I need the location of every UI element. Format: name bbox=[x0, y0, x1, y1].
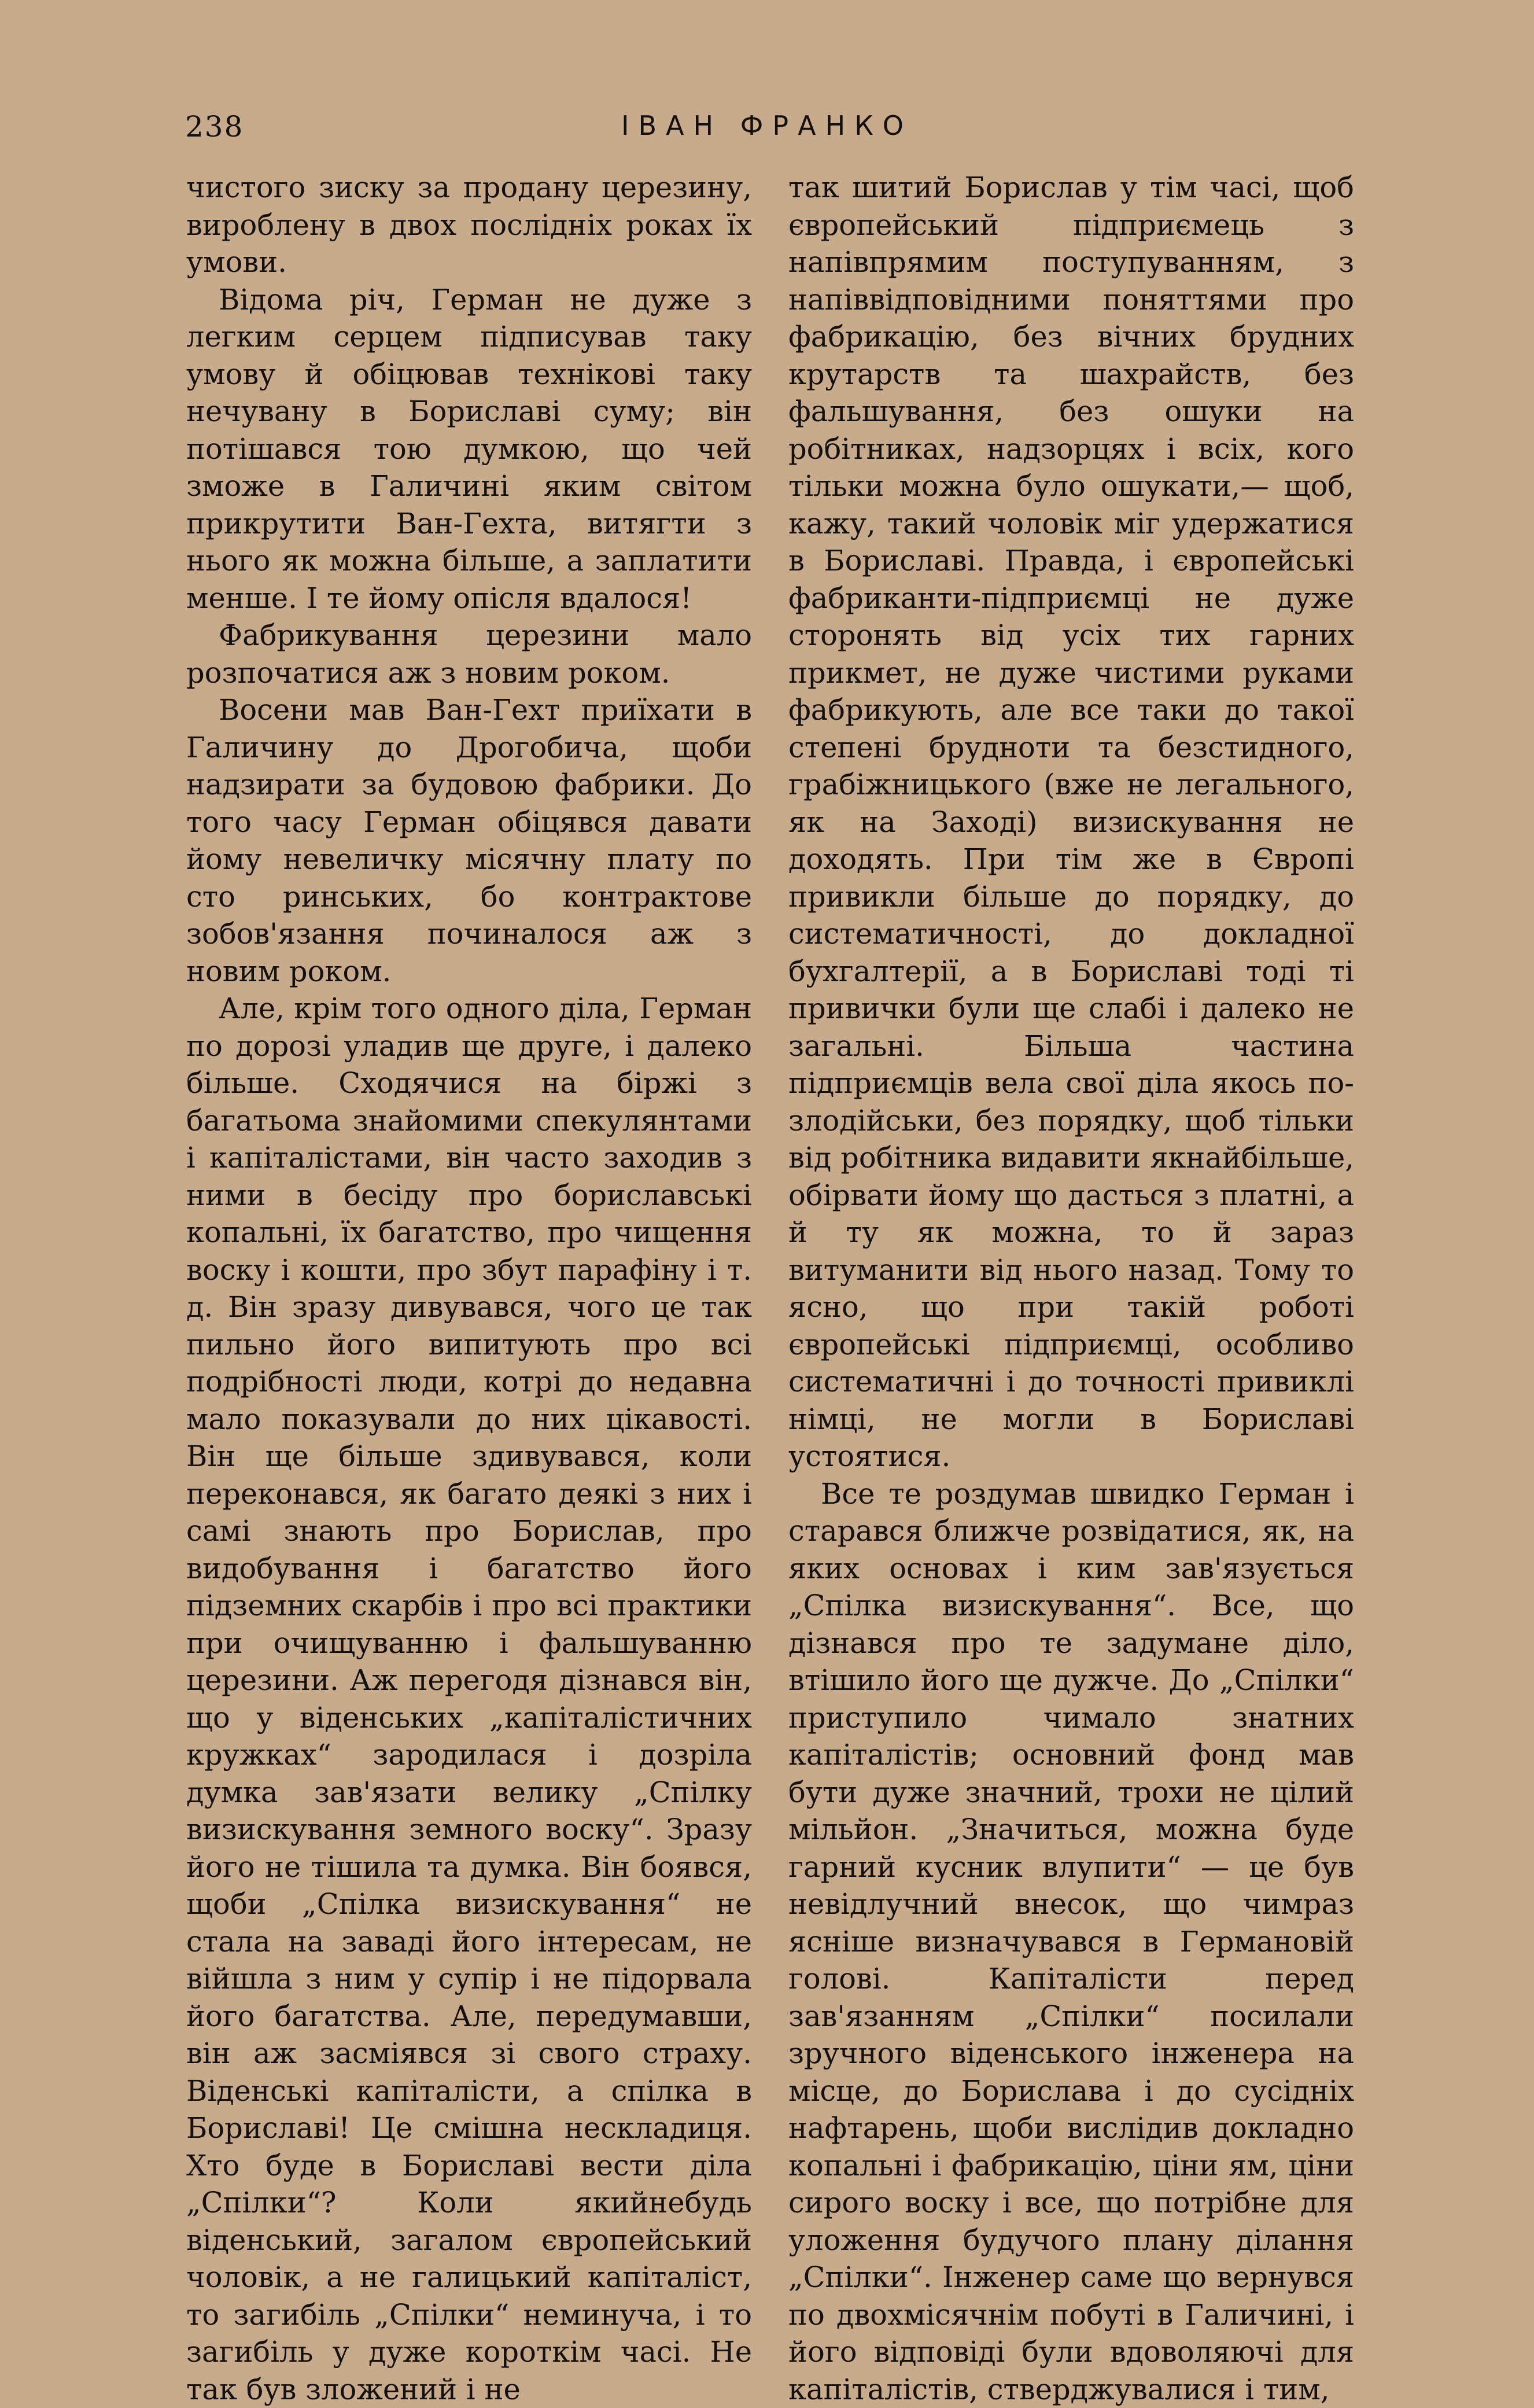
paragraph: Восени мав Ван-Гехт приїхати в Галичину до Дрогобича, щоби надзирати за будовою фабрики. До того часу Герман обіцявся давати йому невеличку місячну плату по сто ринських, бо контрактове зобов'язання починалося аж з новим роком. bbox=[186, 691, 752, 990]
page-number: 238 bbox=[185, 110, 244, 143]
paragraph: Але, крім того одного діла, Герман по дорозі уладив ще друге, і далеко більше. Сходячися на біржі з багатьома знайомими спекулянтами і капіталістами, він часто заходив з ними в бесіду про бориславські копальні, їх багатство, про чищення воску і кошти, про збут парафіну і т. д. Він зразу дивувався, чого це так пильно його випитують про всі подрібності люди, котрі до недавна мало показували до них цікавості. Він ще більше здивувався, коли переконався, як багато деякі з них і самі знають про Борислав, про видобування і багатство його підземних скарбів і про всі практики при очищуванню і фальшуванню церезини. Аж перегодя дізнався він, що у віденських „капіталістичних кружках“ зародилася і дозріла думка зав'язати велику „Спілку визискування земного воску“. Зразу його не тішила та думка. Він боявся, щоби „Спілка визискування“ не стала на заваді його інтересам, не війшла з ним у супір і не підорвала його багатства. Але, передумавши, він аж засміявся зі свого страху. Віденські капіталісти, а спілка в Бориславі! Це смішна нескладиця. Хто буде в Бориславі вести діла „Спілки“? Коли якийнебудь віденський, загалом європейський чоловік, а не галицький капіталіст, то загибіль „Спілки“ неминуча, і то загибіль у дуже короткім часі. Не так був зложений і не bbox=[186, 990, 752, 2408]
paragraph: Фабрикування церезини мало розпочатися аж з новим роком. bbox=[186, 617, 752, 691]
page-header bbox=[185, 110, 1349, 150]
right-column bbox=[788, 169, 1354, 2408]
paragraph: Все те роздумав швидко Герман і старався ближче розвідатися, як, на яких основах і ким зав'язується „Спілка визискування“. Все, що дізнався про те задумане діло, втішило його ще дужче. До „Спілки“ приступило чимало знатних капіталістів; основний фонд мав бути дуже значний, трохи не цілий мільйон. „Значиться, можна буде гарний кусник влупити“ — це був невідлучний внесок, що чимраз ясніше визначувався в Германовій голові. Капіталісти перед зав'язанням „Спілки“ посилали зручного віденського інженера на місце, до Борислава і до сусідніх нафтарень, щоби вислідив докладно копальні і фабрикацію, ціни ям, ціни сирого воску і все, що потрібне для уложення будучого плану ділання „Спілки“. Інженер саме що вернувся по двохмісячнім побуті в Галичині, і його відповіді були вдоволяючі для капіталістів, стверджувалися і тим, bbox=[788, 1475, 1354, 2408]
running-title: ІВАН ФРАНКО bbox=[185, 110, 1349, 141]
paragraph: Відома річ, Герман не дуже з легким серцем підписував таку умову й обіцював технікові таку нечувану в Бориславі суму; він потішався тою думкою, що чей зможе в Галичині яким світом прикрутити Ван-Гехта, витягти з нього як можна більше, а заплатити менше. І те йому опісля вдалося! bbox=[186, 281, 752, 617]
paragraph: так шитий Борислав у тім часі, щоб європейський підприємець з напівпрямим поступуванням, з напіввідповідними поняттями про фабрикацію, без вічних брудних крутарств та шахрайств, без фальшування, без ошуки на робітниках, надзорцях і всіх, кого тільки можна було ошукати,— щоб, кажу, такий чоловік міг удержатися в Бориславі. Правда, і європейські фабриканти-підприємці не дуже сторонять від усіх тих гарних прикмет, не дуже чистими руками фабрикують, але все таки до такої степені брудноти та безстидного, грабіжницького (вже не легального, як на Заході) визискування не доходять. При тім же в Європі привикли більше до порядку, до систематичності, до докладної бухгалтерії, а в Бориславі тоді ті привички були ще слабі і далеко не загальні. Більша частина підприємців вела свої діла якось по-злодійськи, без порядку, щоб тільки від робітника видавити якнайбільше, обірвати йому що дасться з платні, а й ту як можна, то й зараз витуманити від нього назад. Тому то ясно, що при такій роботі європейські підприємці, особливо систематичні і до точності привиклі німці, не могли в Бориславі устоятися. bbox=[788, 169, 1354, 1475]
paragraph: чистого зиску за продану церезину, вироблену в двох послідніх роках їх умови. bbox=[186, 169, 752, 281]
left-column bbox=[186, 169, 752, 2408]
